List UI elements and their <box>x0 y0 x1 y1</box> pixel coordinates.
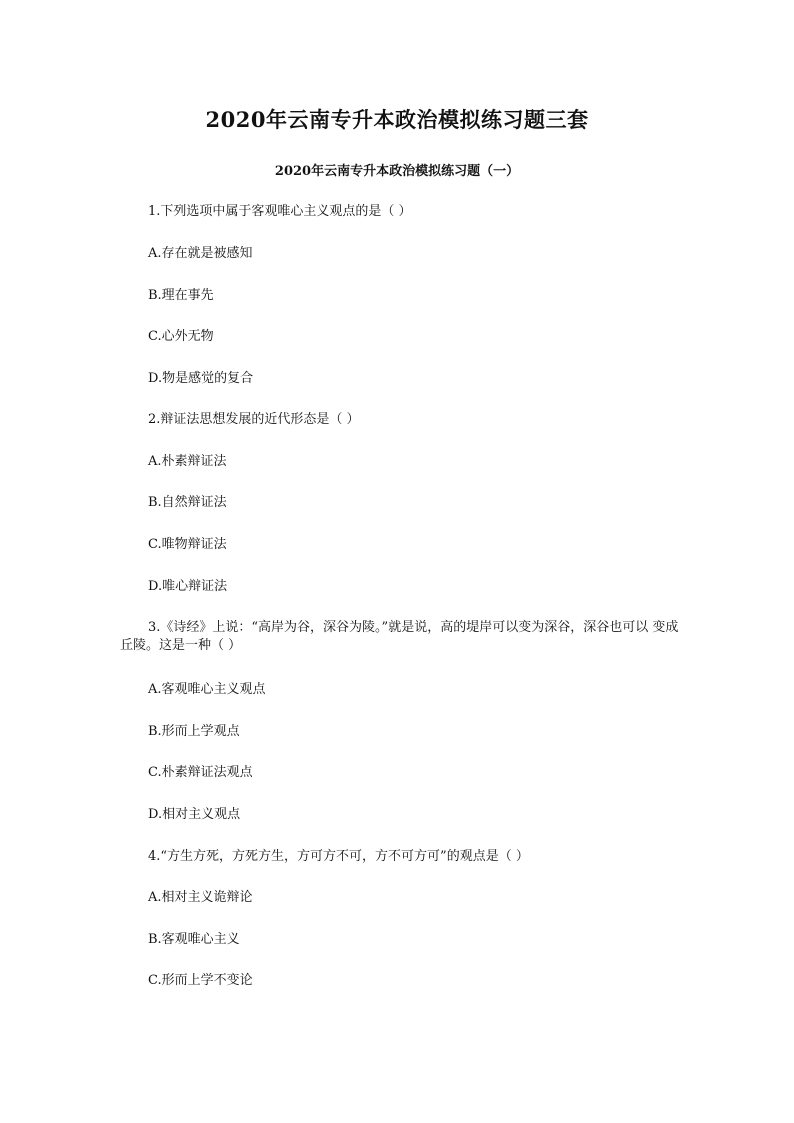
question-2: 2.辩证法思想发展的近代形态是（ ） <box>148 412 360 427</box>
question-1: 1.下列选项中属于客观唯心主义观点的是（ ） <box>148 204 412 219</box>
option-3a: A.客观唯心主义观点 <box>148 682 266 697</box>
option-2d: D.唯心辩证法 <box>148 579 228 594</box>
option-3b: B.形而上学观点 <box>148 724 240 739</box>
question-3: 3.《诗经》上说：“高岸为谷，深谷为陵。”就是说，高的堤岸可以变为深谷，深谷也可以 变成丘陵。这是一种（ ） <box>120 620 679 653</box>
option-4a: A.相对主义诡辩论 <box>148 890 253 905</box>
document-title: 2020年云南专升本政治模拟练习题三套 <box>205 107 589 132</box>
option-3c: C.朴素辩证法观点 <box>148 765 253 780</box>
option-1c: C.心外无物 <box>148 329 214 344</box>
question-4: 4.“方生方死，方死方生，方可方不可，方不可方可”的观点是（ ） <box>148 849 529 864</box>
option-4b: B.客观唯心主义 <box>148 932 240 947</box>
option-1b: B.理在事先 <box>148 288 214 303</box>
option-2b: B.自然辩证法 <box>148 495 227 510</box>
option-1d: D.物是感觉的复合 <box>148 371 254 386</box>
option-3d: D.相对主义观点 <box>148 807 241 822</box>
option-4c: C.形而上学不变论 <box>148 973 253 988</box>
option-2a: A.朴素辩证法 <box>148 454 227 469</box>
section-title: 2020年云南专升本政治模拟练习题（一） <box>274 164 520 179</box>
option-1a: A.存在就是被感知 <box>148 246 253 261</box>
option-2c: C.唯物辩证法 <box>148 537 227 552</box>
